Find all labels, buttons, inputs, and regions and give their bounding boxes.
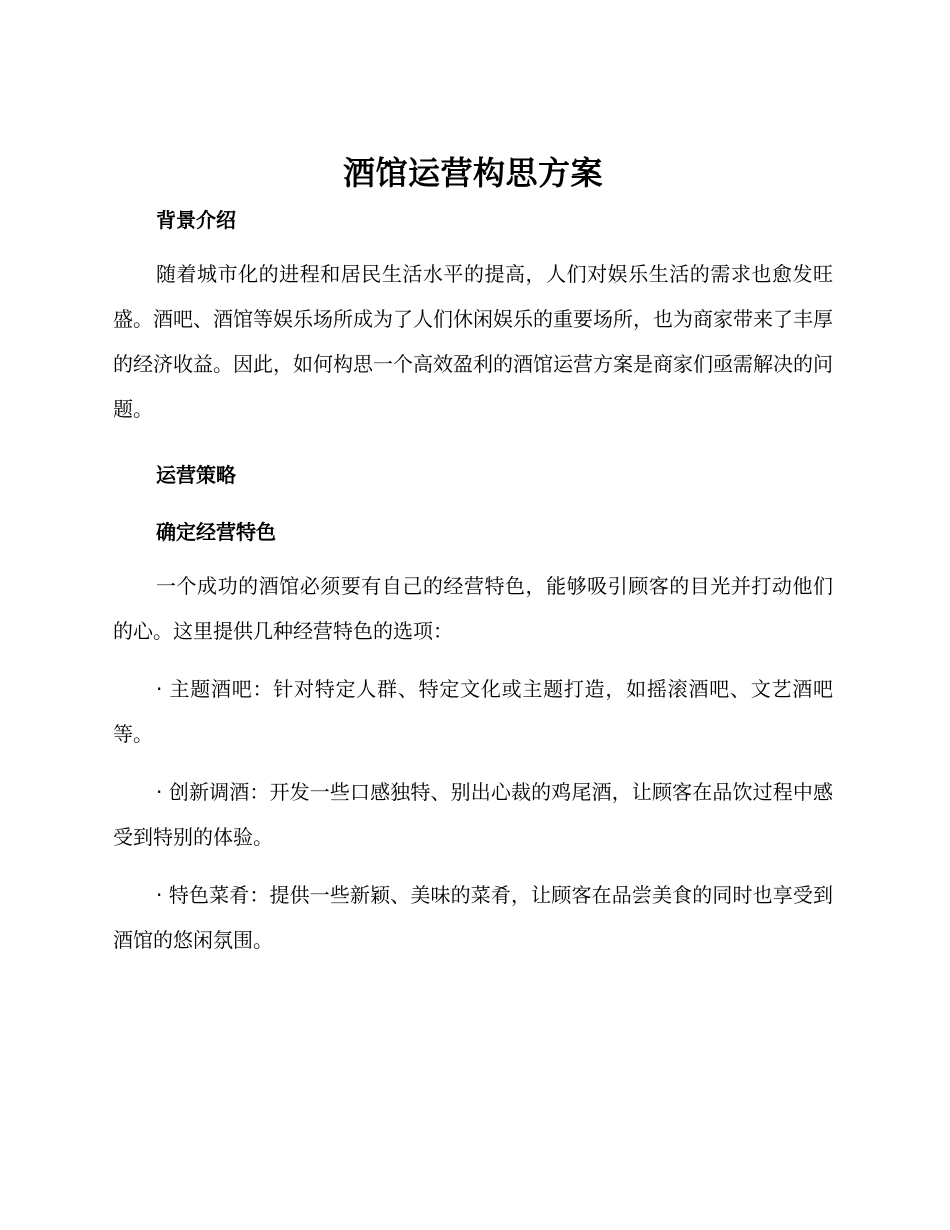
bullet-item-special-dishes: · 特色菜肴：提供一些新颖、美味的菜肴，让顾客在品尝美食的同时也享受到酒馆的悠闲氛围。: [113, 883, 833, 952]
section-heading-background: 背景介绍: [156, 208, 236, 232]
subsection-heading-feature: 确定经营特色: [156, 520, 276, 544]
section-heading-strategy: 运营策略: [156, 463, 236, 487]
document-page: [113, 148, 833, 963]
document-title: 酒馆运营构思方案: [342, 154, 603, 192]
paragraph-background: 随着城市化的进程和居民生活水平的提高，人们对娱乐生活的需求也愈发旺盛。酒吧、酒馆等娱乐场所成为了人们休闲娱乐的重要场所，也为商家带来了丰厚的经济收益。因此，如何构思一个高效盈利的酒馆运营方案是商家们亟需解决的问题。: [113, 262, 833, 421]
bullet-item-theme-bar: · 主题酒吧：针对特定人群、特定文化或主题打造，如摇滚酒吧、文艺酒吧等。: [113, 677, 833, 746]
paragraph-feature-intro: 一个成功的酒馆必须要有自己的经营特色，能够吸引顾客的目光并打动他们的心。这里提供几种经营特色的选项：: [113, 574, 833, 643]
bullet-item-creative-cocktail: · 创新调酒：开发一些口感独特、别出心裁的鸡尾酒，让顾客在品饮过程中感受到特别的体验。: [113, 780, 833, 849]
